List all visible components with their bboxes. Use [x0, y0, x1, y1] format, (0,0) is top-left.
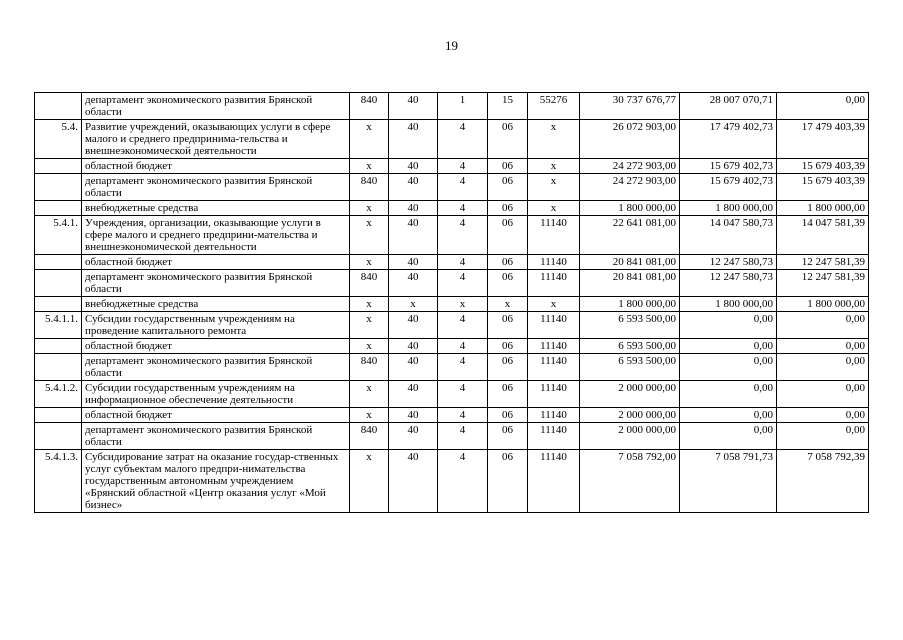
table-row: [35, 216, 869, 255]
amount-year3-cell: 1 800 000,00: [777, 201, 869, 216]
section-code-cell: 40: [389, 93, 438, 120]
section-code-cell: 40: [389, 174, 438, 201]
amount-year1-cell: 30 737 676,77: [580, 93, 680, 120]
subsection-code-cell: х: [438, 297, 488, 312]
expense-code-cell: х: [528, 120, 580, 159]
amount-year1-cell: 24 272 903,00: [580, 174, 680, 201]
amount-year2-cell: 14 047 580,73: [680, 216, 777, 255]
amount-year3-cell: 15 679 403,39: [777, 174, 869, 201]
item-number-cell: [35, 270, 82, 297]
table-row: [35, 450, 869, 513]
amount-year2-cell: 15 679 402,73: [680, 174, 777, 201]
section-code-cell: 40: [389, 216, 438, 255]
expense-code-cell: х: [528, 159, 580, 174]
target-code-cell: 06: [488, 312, 528, 339]
item-number-cell: [35, 354, 82, 381]
amount-year3-cell: 17 479 403,39: [777, 120, 869, 159]
target-code-cell: 06: [488, 120, 528, 159]
section-code-cell: 40: [389, 201, 438, 216]
admin-code-cell: 840: [350, 354, 389, 381]
item-number-cell: [35, 339, 82, 354]
table-row: [35, 159, 869, 174]
target-code-cell: 06: [488, 270, 528, 297]
table-row: [35, 93, 869, 120]
target-code-cell: 06: [488, 381, 528, 408]
amount-year1-cell: 22 641 081,00: [580, 216, 680, 255]
budget-table: [34, 92, 869, 513]
item-name-cell: Субсидирование затрат на оказание государ-ственных услуг субъектам малого предпри-нимательства государственным автономным учреждением «Брянский областной «Центр оказания услуг «Мой бизнес»: [82, 450, 350, 513]
amount-year3-cell: 0,00: [777, 312, 869, 339]
table-row: [35, 354, 869, 381]
subsection-code-cell: 4: [438, 339, 488, 354]
amount-year2-cell: 0,00: [680, 354, 777, 381]
table-row: [35, 270, 869, 297]
item-name-cell: областной бюджет: [82, 339, 350, 354]
expense-code-cell: 11140: [528, 339, 580, 354]
target-code-cell: 06: [488, 354, 528, 381]
subsection-code-cell: 4: [438, 381, 488, 408]
section-code-cell: 40: [389, 270, 438, 297]
expense-code-cell: 55276: [528, 93, 580, 120]
admin-code-cell: 840: [350, 270, 389, 297]
subsection-code-cell: 4: [438, 201, 488, 216]
item-name-cell: департамент экономического развития Брянской области: [82, 174, 350, 201]
expense-code-cell: 11140: [528, 312, 580, 339]
admin-code-cell: 840: [350, 93, 389, 120]
amount-year3-cell: 0,00: [777, 354, 869, 381]
table-row: [35, 120, 869, 159]
amount-year3-cell: 0,00: [777, 93, 869, 120]
subsection-code-cell: 4: [438, 423, 488, 450]
table-row: [35, 201, 869, 216]
amount-year2-cell: 0,00: [680, 312, 777, 339]
admin-code-cell: х: [350, 159, 389, 174]
amount-year2-cell: 0,00: [680, 339, 777, 354]
expense-code-cell: 11140: [528, 450, 580, 513]
amount-year3-cell: 0,00: [777, 423, 869, 450]
item-number-cell: [35, 174, 82, 201]
subsection-code-cell: 1: [438, 93, 488, 120]
admin-code-cell: 840: [350, 174, 389, 201]
expense-code-cell: 11140: [528, 270, 580, 297]
target-code-cell: 06: [488, 423, 528, 450]
amount-year3-cell: 0,00: [777, 381, 869, 408]
section-code-cell: 40: [389, 339, 438, 354]
admin-code-cell: х: [350, 255, 389, 270]
item-number-cell: [35, 201, 82, 216]
item-name-cell: Учреждения, организации, оказывающие услуги в сфере малого и среднего предприни-мательства и внешнеэкономической деятельности: [82, 216, 350, 255]
subsection-code-cell: 4: [438, 354, 488, 381]
amount-year2-cell: 1 800 000,00: [680, 297, 777, 312]
item-name-cell: Развитие учреждений, оказывающих услуги в сфере малого и среднего предпринима-тельства и внешнеэкономической деятельности: [82, 120, 350, 159]
target-code-cell: 15: [488, 93, 528, 120]
amount-year3-cell: 1 800 000,00: [777, 297, 869, 312]
expense-code-cell: 11140: [528, 354, 580, 381]
item-number-cell: [35, 423, 82, 450]
page-number: 19: [445, 38, 458, 53]
amount-year2-cell: 28 007 070,71: [680, 93, 777, 120]
item-number-cell: [35, 159, 82, 174]
section-code-cell: 40: [389, 354, 438, 381]
amount-year1-cell: 6 593 500,00: [580, 312, 680, 339]
table-body: [35, 93, 869, 513]
amount-year1-cell: 2 000 000,00: [580, 408, 680, 423]
item-number-cell: 5.4.1.2.: [35, 381, 82, 408]
table-row: [35, 339, 869, 354]
expense-code-cell: х: [528, 201, 580, 216]
amount-year3-cell: 7 058 792,39: [777, 450, 869, 513]
amount-year1-cell: 2 000 000,00: [580, 381, 680, 408]
target-code-cell: 06: [488, 174, 528, 201]
amount-year2-cell: 1 800 000,00: [680, 201, 777, 216]
amount-year1-cell: 6 593 500,00: [580, 354, 680, 381]
expense-code-cell: х: [528, 174, 580, 201]
section-code-cell: 40: [389, 450, 438, 513]
item-number-cell: [35, 297, 82, 312]
subsection-code-cell: 4: [438, 270, 488, 297]
admin-code-cell: х: [350, 312, 389, 339]
target-code-cell: 06: [488, 408, 528, 423]
amount-year2-cell: 0,00: [680, 408, 777, 423]
section-code-cell: 40: [389, 120, 438, 159]
amount-year3-cell: 12 247 581,39: [777, 255, 869, 270]
amount-year3-cell: 12 247 581,39: [777, 270, 869, 297]
target-code-cell: 06: [488, 201, 528, 216]
amount-year1-cell: 2 000 000,00: [580, 423, 680, 450]
amount-year3-cell: 0,00: [777, 408, 869, 423]
item-name-cell: Субсидии государственным учреждениям на информационное обеспечение деятельности: [82, 381, 350, 408]
item-name-cell: департамент экономического развития Брянской области: [82, 354, 350, 381]
table-row: [35, 174, 869, 201]
item-name-cell: областной бюджет: [82, 159, 350, 174]
target-code-cell: 06: [488, 450, 528, 513]
amount-year1-cell: 7 058 792,00: [580, 450, 680, 513]
section-code-cell: х: [389, 297, 438, 312]
subsection-code-cell: 4: [438, 159, 488, 174]
subsection-code-cell: 4: [438, 120, 488, 159]
expense-code-cell: 11140: [528, 255, 580, 270]
table-row: [35, 255, 869, 270]
amount-year2-cell: 15 679 402,73: [680, 159, 777, 174]
item-number-cell: [35, 255, 82, 270]
item-number-cell: 5.4.: [35, 120, 82, 159]
subsection-code-cell: 4: [438, 408, 488, 423]
target-code-cell: х: [488, 297, 528, 312]
item-number-cell: 5.4.1.3.: [35, 450, 82, 513]
amount-year1-cell: 6 593 500,00: [580, 339, 680, 354]
subsection-code-cell: 4: [438, 216, 488, 255]
amount-year1-cell: 1 800 000,00: [580, 201, 680, 216]
amount-year1-cell: 20 841 081,00: [580, 255, 680, 270]
amount-year2-cell: 0,00: [680, 423, 777, 450]
amount-year2-cell: 12 247 580,73: [680, 270, 777, 297]
item-name-cell: департамент экономического развития Брянской области: [82, 93, 350, 120]
amount-year3-cell: 0,00: [777, 339, 869, 354]
section-code-cell: 40: [389, 255, 438, 270]
item-name-cell: областной бюджет: [82, 408, 350, 423]
amount-year2-cell: 17 479 402,73: [680, 120, 777, 159]
table-row: [35, 408, 869, 423]
subsection-code-cell: 4: [438, 255, 488, 270]
expense-code-cell: 11140: [528, 216, 580, 255]
item-name-cell: внебюджетные средства: [82, 297, 350, 312]
section-code-cell: 40: [389, 423, 438, 450]
amount-year1-cell: 26 072 903,00: [580, 120, 680, 159]
admin-code-cell: х: [350, 450, 389, 513]
target-code-cell: 06: [488, 216, 528, 255]
item-name-cell: внебюджетные средства: [82, 201, 350, 216]
table-row: [35, 297, 869, 312]
table-row: [35, 381, 869, 408]
item-number-cell: [35, 408, 82, 423]
table-row: [35, 312, 869, 339]
amount-year1-cell: 1 800 000,00: [580, 297, 680, 312]
table-row: [35, 423, 869, 450]
item-number-cell: 5.4.1.: [35, 216, 82, 255]
section-code-cell: 40: [389, 312, 438, 339]
admin-code-cell: х: [350, 339, 389, 354]
expense-code-cell: 11140: [528, 423, 580, 450]
item-name-cell: департамент экономического развития Брянской области: [82, 270, 350, 297]
admin-code-cell: 840: [350, 423, 389, 450]
expense-code-cell: 11140: [528, 408, 580, 423]
admin-code-cell: х: [350, 381, 389, 408]
amount-year3-cell: 15 679 403,39: [777, 159, 869, 174]
amount-year2-cell: 12 247 580,73: [680, 255, 777, 270]
admin-code-cell: х: [350, 216, 389, 255]
amount-year1-cell: 20 841 081,00: [580, 270, 680, 297]
target-code-cell: 06: [488, 339, 528, 354]
admin-code-cell: х: [350, 120, 389, 159]
subsection-code-cell: 4: [438, 450, 488, 513]
target-code-cell: 06: [488, 255, 528, 270]
item-number-cell: 5.4.1.1.: [35, 312, 82, 339]
subsection-code-cell: 4: [438, 312, 488, 339]
amount-year2-cell: 7 058 791,73: [680, 450, 777, 513]
amount-year1-cell: 24 272 903,00: [580, 159, 680, 174]
subsection-code-cell: 4: [438, 174, 488, 201]
item-name-cell: департамент экономического развития Брянской области: [82, 423, 350, 450]
expense-code-cell: х: [528, 297, 580, 312]
expense-code-cell: 11140: [528, 381, 580, 408]
admin-code-cell: х: [350, 201, 389, 216]
amount-year2-cell: 0,00: [680, 381, 777, 408]
section-code-cell: 40: [389, 159, 438, 174]
section-code-cell: 40: [389, 381, 438, 408]
amount-year3-cell: 14 047 581,39: [777, 216, 869, 255]
item-number-cell: [35, 93, 82, 120]
item-name-cell: областной бюджет: [82, 255, 350, 270]
admin-code-cell: х: [350, 297, 389, 312]
item-name-cell: Субсидии государственным учреждениям на проведение капитального ремонта: [82, 312, 350, 339]
target-code-cell: 06: [488, 159, 528, 174]
admin-code-cell: х: [350, 408, 389, 423]
section-code-cell: 40: [389, 408, 438, 423]
